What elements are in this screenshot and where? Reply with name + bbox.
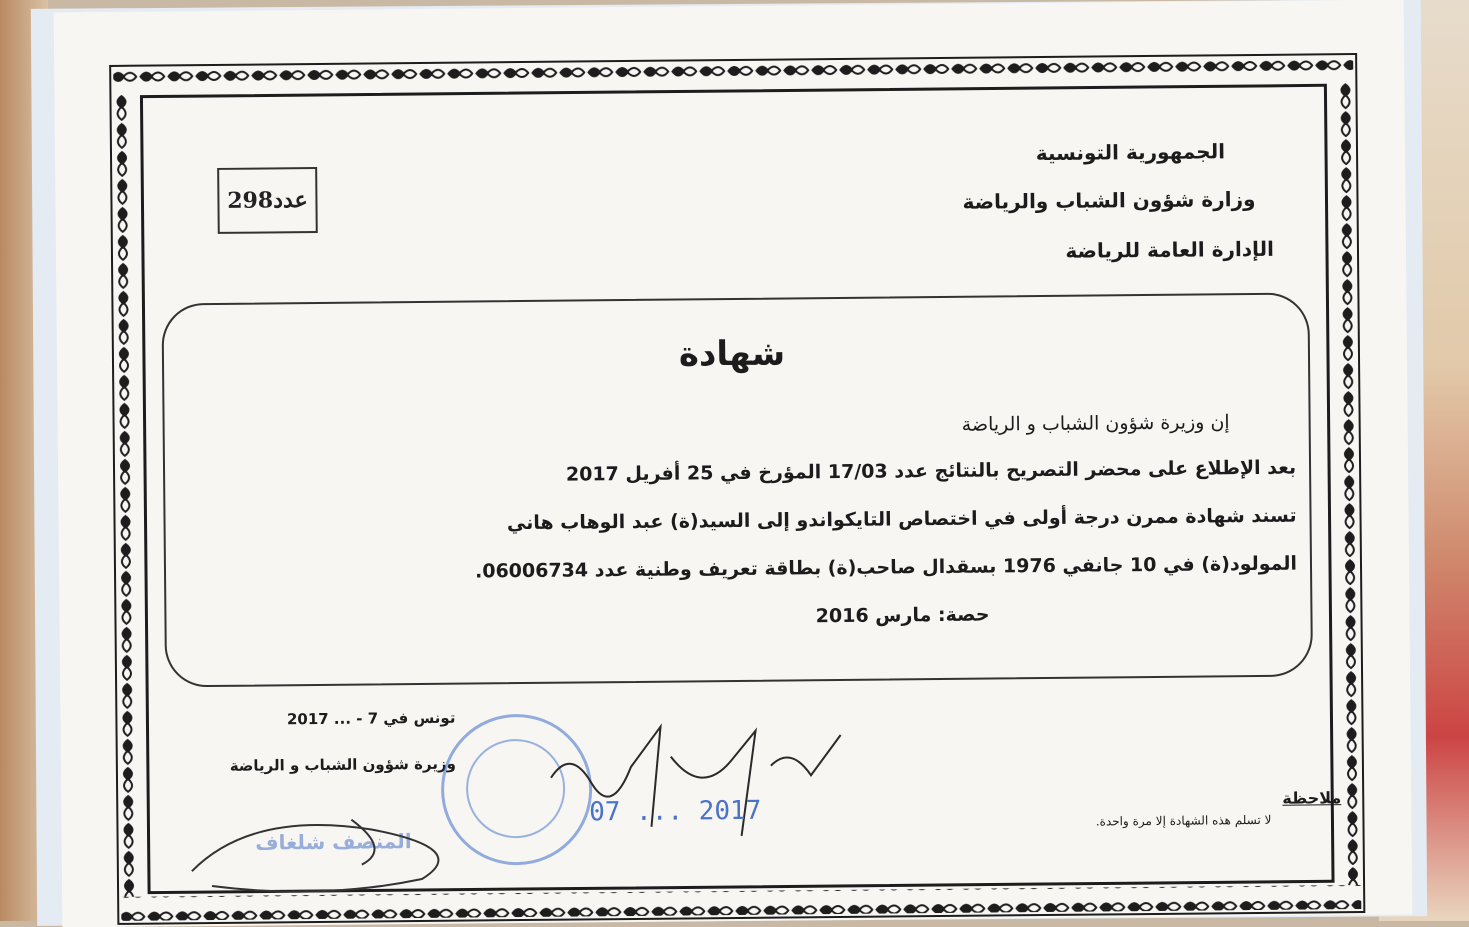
header-republic: الجمهورية التونسية — [1035, 139, 1226, 166]
note-text: لا تسلم هذه الشهادة إلا مرة واحدة. — [1095, 812, 1272, 829]
signatory-name: المنصف شلغاف — [255, 829, 412, 855]
ministerial-signature — [171, 788, 502, 901]
note-label: ملاحظة — [1282, 788, 1342, 808]
body-line-2: بعد الإطلاع على محضر التصريح بالنتائج عدد 17/03 المؤرخ في 25 أفريل 2017 — [565, 456, 1297, 486]
body-line-1: إن وزيرة شؤون الشباب و الرياضة — [961, 411, 1230, 436]
stamp-date: 2017 ... 07 — [588, 795, 762, 828]
signatory-title: وزيرة شؤون الشباب و الرياضة — [229, 754, 456, 775]
certificate-number-box: عدد298 — [217, 167, 318, 234]
certificate-paper — [54, 0, 1413, 927]
certificate-title: شهادة — [678, 333, 786, 375]
header-ministry: وزارة شؤون الشباب والرياضة — [962, 186, 1256, 214]
body-line-5: حصة: مارس 2016 — [815, 603, 990, 628]
header-directorate: الإدارة العامة للرياضة — [1065, 236, 1275, 263]
place-date: تونس في 7 - ... 2017 — [286, 708, 456, 729]
body-line-4: المولود(ة) في 10 جانفي 1976 بسقدال صاحب(ة) بطاقة تعريف وطنية عدد 06006734. — [474, 552, 1298, 583]
body-line-3: تسند شهادة ممرن درجة أولى في اختصاص التايكواندو إلى السيد(ة) عبد الوهاب هاني — [506, 504, 1297, 535]
